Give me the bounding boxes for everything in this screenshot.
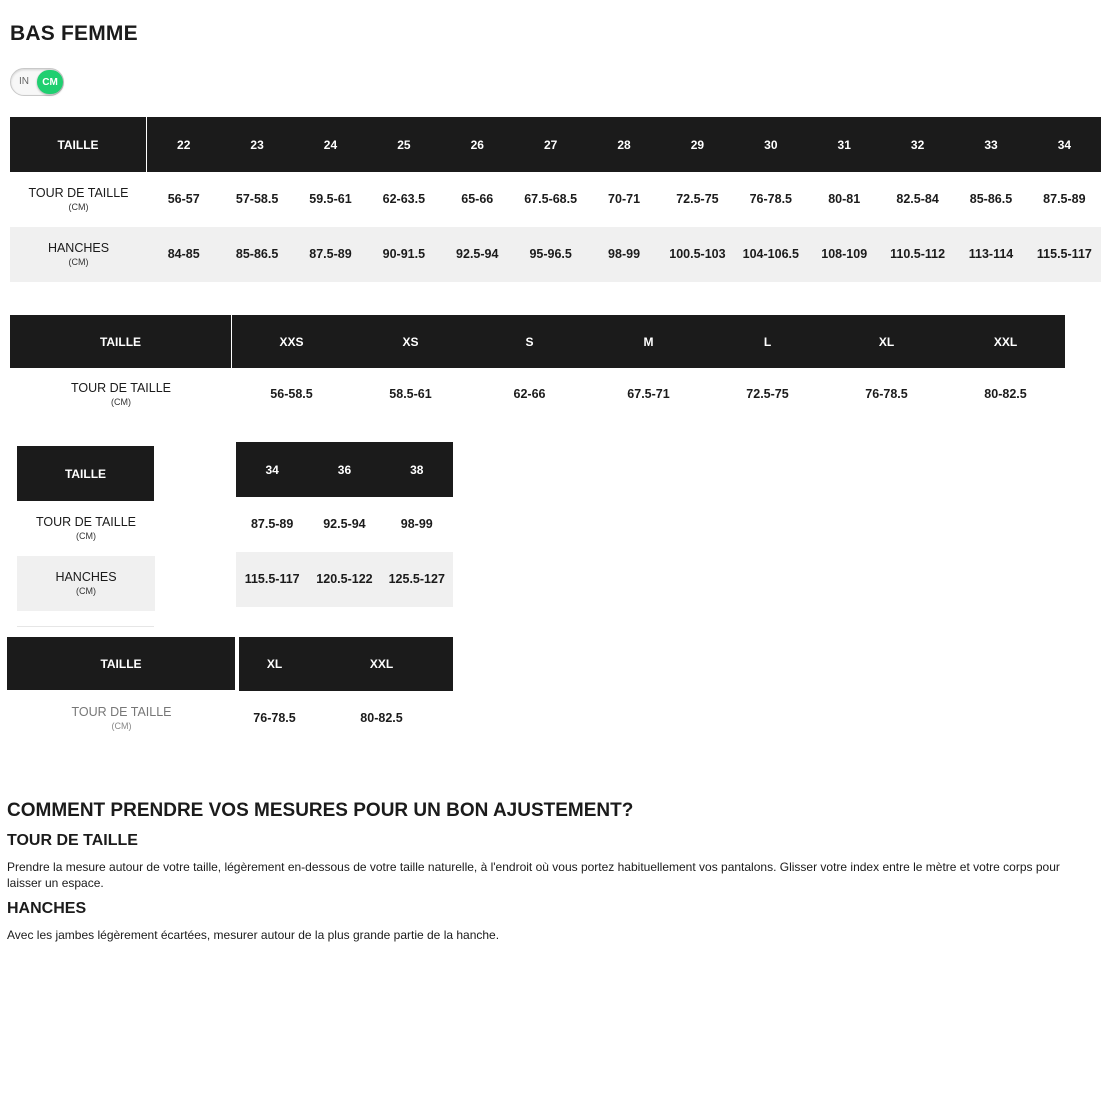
measurement-cell: 98-99 (400, 517, 433, 531)
size-column (587, 117, 660, 282)
size-header-label: TAILLE (17, 446, 155, 501)
size-table-letter (10, 315, 1066, 421)
row-label (7, 690, 236, 746)
size-columns (236, 442, 453, 607)
measurement-cell: 65-66 (461, 192, 494, 206)
size-columns (232, 315, 1065, 421)
row-label-text: HANCHES (47, 241, 110, 255)
size-header: 30 (734, 117, 807, 172)
measurement-cell: 120.5-122 (308, 552, 380, 607)
measurement-cell: 87.5-89 (1043, 192, 1086, 206)
measurement-cell: 115.5-117 (1028, 227, 1101, 282)
size-column (294, 117, 367, 282)
measurement-cell: 92.5-94 (441, 227, 514, 282)
label-column (17, 446, 155, 611)
size-column (367, 117, 440, 282)
size-header: 28 (587, 117, 660, 172)
measurement-cell: 80-81 (828, 192, 861, 206)
size-column (232, 315, 351, 421)
size-table-extended-labels (17, 446, 155, 611)
measurement-cell: 67.5-71 (627, 387, 670, 401)
measurement-cell: 76-78.5 (749, 192, 793, 206)
size-column (147, 117, 220, 282)
row-label-unit: (CM) (76, 586, 96, 596)
measurement-cell: 76-78.5 (253, 711, 296, 725)
size-header: 26 (441, 117, 514, 172)
measurement-cell: 56-58.5 (270, 387, 313, 401)
size-header: 23 (220, 117, 293, 172)
row-label (10, 368, 232, 421)
size-header: 22 (147, 117, 220, 172)
measurement-cell: 70-71 (608, 192, 641, 206)
size-header: XXL (310, 637, 453, 691)
unit-toggle-cm-knob[interactable]: CM (37, 70, 63, 94)
size-table-numeric (10, 117, 1092, 282)
size-header-label: TAILLE (10, 117, 147, 172)
size-table-plus-labels (7, 637, 236, 746)
size-column (708, 315, 827, 421)
size-header: 38 (381, 442, 453, 497)
size-header: 29 (661, 117, 734, 172)
row-label-text: HANCHES (55, 570, 117, 584)
measurement-cell: 95-96.5 (514, 227, 587, 282)
measurement-cell: 125.5-127 (381, 552, 453, 607)
size-columns (239, 637, 453, 746)
size-header: 34 (236, 442, 308, 497)
measurement-cell: 104-106.5 (734, 227, 807, 282)
size-column (239, 637, 310, 746)
page-title: BAS FEMME (10, 22, 138, 45)
size-column (589, 315, 708, 421)
measurement-cell: 72.5-75 (746, 387, 789, 401)
unit-toggle[interactable] (10, 68, 64, 96)
waist-heading: TOUR DE TAILLE (7, 832, 138, 849)
measurement-cell: 98-99 (587, 227, 660, 282)
row-label-text: TOUR DE TAILLE (71, 704, 172, 719)
size-column (661, 117, 734, 282)
size-header: XL (239, 637, 310, 691)
size-header: 24 (294, 117, 367, 172)
measurement-guide-title: COMMENT PRENDRE VOS MESURES POUR UN BON AJUSTEMENT? (7, 800, 634, 821)
size-header: 36 (308, 442, 380, 497)
measurement-cell: 115.5-117 (236, 552, 308, 607)
measurement-cell: 62-63.5 (382, 192, 426, 206)
measurement-cell: 84-85 (147, 227, 220, 282)
measurement-cell: 72.5-75 (676, 192, 719, 206)
measurement-cell: 85-86.5 (220, 227, 293, 282)
measurement-cell: 62-66 (513, 387, 546, 401)
size-column (310, 637, 453, 746)
measurement-cell: 100.5-103 (661, 227, 734, 282)
size-column (308, 442, 380, 607)
row-label (17, 556, 155, 611)
row-label-unit: (CM) (111, 720, 132, 731)
size-column (470, 315, 589, 421)
size-column (514, 117, 587, 282)
size-column (236, 442, 308, 607)
size-table-extended-values (236, 442, 453, 607)
measurement-cell: 80-82.5 (984, 387, 1027, 401)
size-header: L (708, 315, 827, 368)
hips-heading: HANCHES (7, 900, 87, 917)
measurement-cell: 87.5-89 (250, 517, 294, 531)
label-column (7, 637, 236, 746)
size-header: M (589, 315, 708, 368)
measurement-cell: 92.5-94 (323, 517, 366, 531)
size-header: 25 (367, 117, 440, 172)
size-header: 31 (808, 117, 881, 172)
row-label-text: TOUR DE TAILLE (35, 515, 137, 529)
size-columns (147, 117, 1101, 282)
row-label-unit: (CM) (76, 531, 96, 541)
size-column (808, 117, 881, 282)
waist-instructions: Prendre la mesure autour de votre taille, légèrement en-dessous de votre taille naturelle, à l'endroit où vous portez habituellement vos pantalons. Glisser votre index entre le mètre et votre corps pour laisser un espace. (7, 860, 1060, 890)
size-header: S (470, 315, 589, 368)
size-table-plus-values (239, 637, 453, 746)
row-label-text: TOUR DE TAILLE (70, 381, 172, 395)
table-separator (17, 626, 154, 627)
measurement-cell: 76-78.5 (865, 387, 908, 401)
row-label-unit: (CM) (68, 202, 89, 212)
size-header: 34 (1028, 117, 1101, 172)
measurement-cell: 87.5-89 (294, 227, 367, 282)
unit-toggle-in-label[interactable]: IN (19, 76, 29, 87)
size-column (351, 315, 470, 421)
label-column (10, 117, 147, 282)
size-column (827, 315, 946, 421)
measurement-cell: 85-86.5 (969, 192, 1013, 206)
size-header: XXS (232, 315, 351, 368)
size-header: 27 (514, 117, 587, 172)
row-label-text: TOUR DE TAILLE (28, 186, 129, 200)
measurement-cell: 67.5-68.5 (524, 192, 578, 206)
row-label-unit: (CM) (68, 257, 89, 267)
size-header: XXL (946, 315, 1065, 368)
size-column (881, 117, 954, 282)
measurement-cell: 90-91.5 (367, 227, 440, 282)
measurement-cell: 82.5-84 (896, 192, 939, 206)
measurement-cell: 108-109 (808, 227, 881, 282)
size-header: XL (827, 315, 946, 368)
size-column (441, 117, 514, 282)
measurement-cell: 110.5-112 (881, 227, 954, 282)
measurement-cell: 57-58.5 (235, 192, 279, 206)
measurement-cell: 56-57 (167, 192, 200, 206)
size-header: XS (351, 315, 470, 368)
hips-instructions: Avec les jambes légèrement écartées, mesurer autour de la plus grande partie de la hanche. (7, 928, 500, 942)
row-label (17, 501, 155, 556)
measurement-cell: 80-82.5 (360, 711, 403, 725)
size-column (954, 117, 1027, 282)
row-label-unit: (CM) (111, 397, 131, 407)
size-header-label: TAILLE (7, 637, 236, 690)
size-column (946, 315, 1065, 421)
size-column (1028, 117, 1101, 282)
measurement-cell: 59.5-61 (309, 192, 352, 206)
size-column (381, 442, 453, 607)
row-label (10, 172, 147, 227)
measurement-cell: 113-114 (954, 227, 1027, 282)
measurement-cell: 58.5-61 (389, 387, 432, 401)
size-header: 33 (954, 117, 1027, 172)
size-header: 32 (881, 117, 954, 172)
row-label (10, 227, 147, 282)
label-column (10, 315, 232, 421)
size-column (734, 117, 807, 282)
size-column (220, 117, 293, 282)
size-header-label: TAILLE (10, 315, 232, 368)
